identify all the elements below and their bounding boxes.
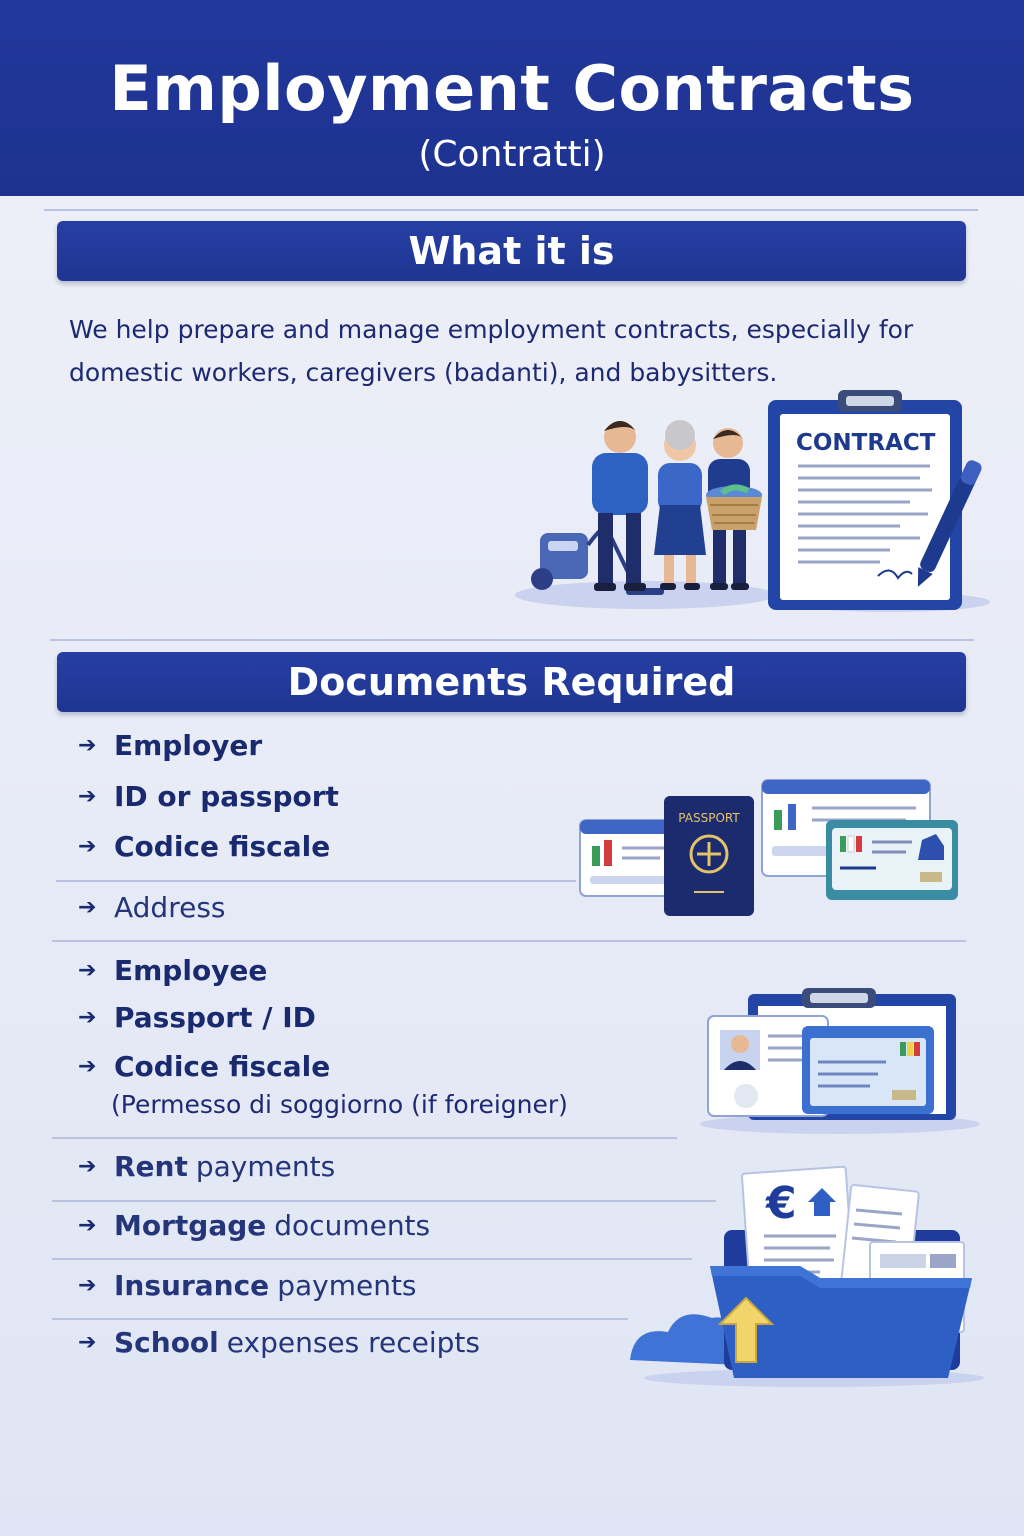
employer-heading: Employer [114,729,263,762]
divider [52,1137,677,1139]
list-item [78,954,267,987]
documents-heading: Documents Required [57,652,966,712]
list-item [78,729,262,762]
folder-icon [624,1166,994,1388]
list-item: ➔ ID or passport [78,780,339,813]
list-item: ➔ Passport / ID [78,1001,316,1034]
page-header [0,0,1024,196]
arrow-right-icon: ➔ [78,895,97,920]
list-item: ➔ Insurance payments [78,1269,417,1302]
intro-text: We help prepare and manage employment contracts, especially for domestic workers, caregivers (badanti), and babysitters. [69,315,914,387]
passport-label: PASSPORT [678,811,740,825]
arrow-right-icon: ➔ [78,733,97,758]
divider [44,209,978,211]
arrow-right-icon: ➔ [78,784,97,809]
arrow-right-icon: ➔ [78,1005,97,1030]
passport-icon [576,776,966,918]
arrow-right-icon: ➔ [78,1054,97,1079]
arrow-right-icon: ➔ [78,1213,97,1238]
contract-icon [760,388,992,616]
workers-illustration [510,405,780,610]
id-card-icon [690,986,980,1136]
list-item: ➔ School expenses receipts [78,1326,480,1359]
page-title: Employment Contracts [109,52,915,125]
divider [52,1258,692,1260]
employee-heading: Employee [114,954,268,987]
arrow-right-icon: ➔ [78,1154,97,1179]
arrow-right-icon: ➔ [78,1273,97,1298]
list-item: ➔ Mortgage documents [78,1209,431,1242]
what-it-is-heading: What it is [57,221,966,281]
list-item: ➔ Address [78,891,226,924]
list-item: ➔ Rent payments [78,1150,336,1183]
contract-label: CONTRACT [796,430,936,456]
id-card-icon [580,820,676,896]
arrow-right-icon: ➔ [78,834,97,859]
euro-icon: € [766,1178,797,1229]
divider [52,940,966,942]
divider [50,639,974,641]
divider [56,880,576,882]
arrow-right-icon: ➔ [78,1330,97,1355]
list-item: ➔ Codice fiscale [78,830,331,863]
page-subtitle: (Contratti) [418,134,606,175]
divider [52,1318,628,1320]
laundry-basket-icon [706,486,762,530]
divider [52,1200,716,1202]
list-item: ➔ Codice fiscale [78,1050,331,1083]
arrow-right-icon: ➔ [78,958,97,983]
permit-note: (Permesso di soggiorno (if foreigner) [111,1090,568,1119]
